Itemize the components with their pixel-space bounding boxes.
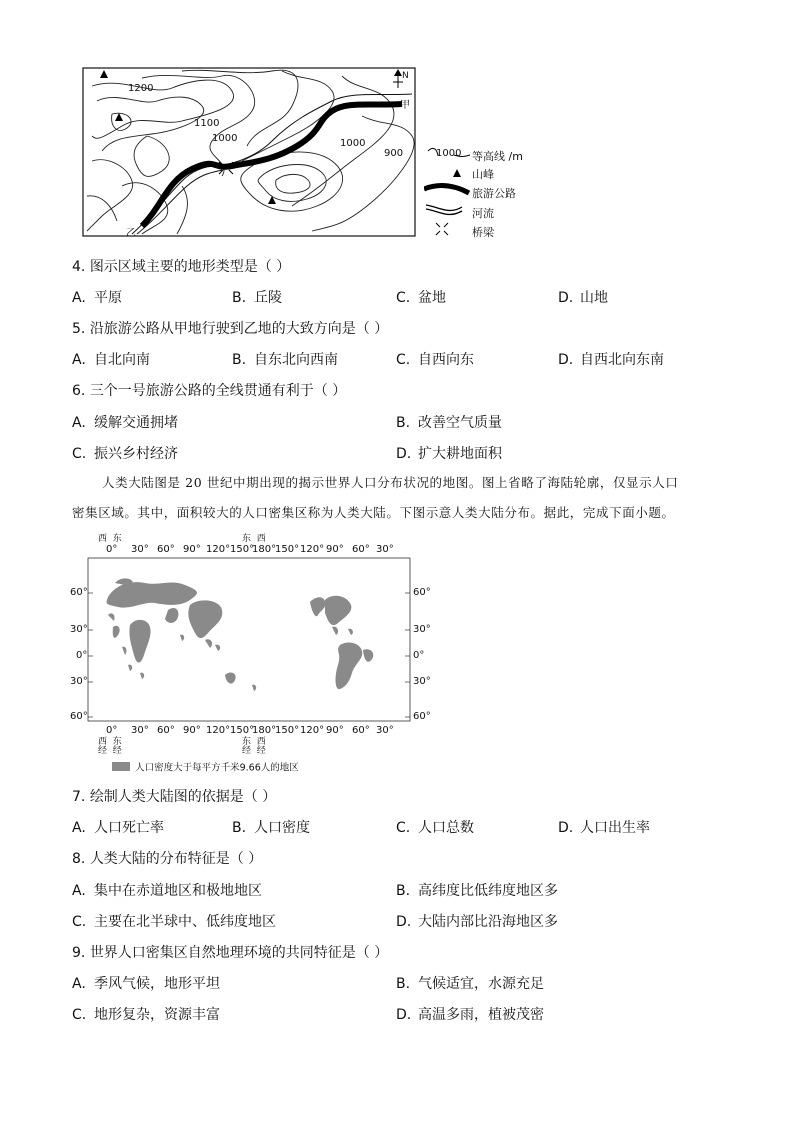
lat-right-0: 0°	[413, 650, 425, 661]
q6-option-b[interactable]	[396, 412, 502, 432]
question-text: 沿旅游公路从甲地行驶到乙地的大致方向是（ ）	[89, 321, 389, 337]
lon-b-180: 180°	[252, 725, 277, 736]
option-key: D.	[558, 290, 574, 306]
lon-90w: 90°	[326, 544, 344, 555]
question-text: 世界人口密集区自然地理环境的共同特征是（ ）	[89, 945, 389, 961]
q4-option-a[interactable]	[72, 287, 122, 307]
q7-option-c[interactable]	[396, 817, 474, 837]
q5-option-b[interactable]	[232, 349, 338, 369]
contour-label-1200: 1200	[128, 83, 154, 94]
bottom-east-west: 东 西 经 经	[242, 737, 266, 756]
question-6	[72, 380, 346, 400]
option-key: B.	[232, 352, 247, 368]
lon-90: 90°	[183, 544, 201, 555]
topo-legend	[424, 145, 564, 240]
q6-option-d[interactable]	[396, 443, 502, 463]
option-text: 山地	[580, 290, 608, 306]
legend-contour-value: 1000	[436, 148, 462, 159]
option-key: A.	[72, 976, 86, 992]
q4-option-b[interactable]	[232, 287, 282, 307]
option-text: 平原	[94, 290, 122, 306]
option-text: 大陆内部比沿海地区多	[418, 914, 558, 930]
contour-label-900: 900	[384, 148, 404, 159]
option-key: A.	[72, 352, 86, 368]
lon-b-120w: 120°	[300, 725, 325, 736]
lon-b-30w: 30°	[376, 725, 394, 736]
top-west-east: 西 东	[98, 534, 122, 544]
option-key: D.	[396, 446, 412, 462]
lon-b-60w: 60°	[352, 725, 370, 736]
option-key: C.	[396, 290, 411, 306]
q5-option-d[interactable]	[558, 349, 664, 369]
option-text: 集中在赤道地区和极地地区	[94, 883, 262, 899]
option-text: 地形复杂，资源丰富	[94, 1007, 220, 1023]
option-key: C.	[396, 352, 411, 368]
question-5	[72, 318, 388, 338]
legend-contour: 等高线 /m	[472, 150, 523, 163]
option-key: D.	[396, 1007, 412, 1023]
map-legend-swatch	[112, 762, 130, 771]
lon-b-90w: 90°	[326, 725, 344, 736]
option-text: 盆地	[418, 290, 446, 306]
lon-b-150: 150°	[230, 725, 255, 736]
question-4	[72, 256, 290, 276]
lon-30w-2: 30°	[376, 544, 394, 555]
lon-b-90: 90°	[183, 725, 201, 736]
lat-left-60n: 60°	[70, 587, 88, 598]
option-key: C.	[72, 446, 87, 462]
option-key: B.	[232, 290, 247, 306]
option-key: C.	[396, 820, 411, 836]
north-label: N	[402, 71, 409, 81]
location-yi: 乙	[126, 228, 136, 239]
world-population-map	[70, 535, 430, 775]
option-text: 缓解交通拥堵	[94, 415, 178, 431]
q8-option-c[interactable]	[72, 911, 276, 931]
option-text: 自西向东	[418, 352, 474, 368]
question-7	[72, 786, 276, 806]
option-text: 气候适宜，水源充足	[418, 976, 544, 992]
lat-left-0: 0°	[76, 650, 88, 661]
lon-150: 150°	[230, 544, 255, 555]
question-number: 5.	[72, 321, 86, 337]
option-text: 自北向南	[94, 352, 150, 368]
legend-bridge: 桥梁	[472, 226, 494, 239]
question-text: 图示区域主要的地形类型是（ ）	[89, 259, 291, 275]
option-text: 丘陵	[254, 290, 282, 306]
bottom-west-east: 西 东 经 经	[98, 737, 122, 756]
question-text: 绘制人类大陆图的依据是（ ）	[89, 789, 277, 805]
lat-right-60n: 60°	[413, 587, 431, 598]
q7-option-b[interactable]	[232, 817, 310, 837]
location-jia: 甲	[400, 100, 410, 111]
option-key: B.	[396, 976, 411, 992]
q5-option-a[interactable]	[72, 349, 150, 369]
option-key: B.	[396, 415, 411, 431]
q9-option-c[interactable]	[72, 1004, 220, 1024]
option-text: 高纬度比低纬度地区多	[418, 883, 558, 899]
question-8	[72, 848, 262, 868]
option-text: 主要在北半球中、低纬度地区	[94, 914, 276, 930]
q9-option-a[interactable]	[72, 973, 220, 993]
q8-option-d[interactable]	[396, 911, 558, 931]
contour-label-1100: 1100	[194, 118, 220, 129]
lon-150w: 150°	[275, 544, 300, 555]
option-key: D.	[558, 820, 574, 836]
q8-option-a[interactable]	[72, 880, 262, 900]
q4-option-d[interactable]	[558, 287, 608, 307]
lat-right-60s: 60°	[413, 711, 431, 722]
lon-180: 180°	[252, 544, 277, 555]
q6-option-c[interactable]	[72, 443, 178, 463]
lon-0: 0°	[106, 544, 118, 555]
passage-line-2: 密集区域。其中，面积较大的人口密集区称为人类大陆。下图示意人类大陆分布。据此，完成下面小题。	[72, 505, 675, 520]
passage-line-1: 人类大陆图是 20 世纪中期出现的揭示世界人口分布状况的地图。图上省略了海陆轮廓，仅显示人口	[102, 475, 679, 490]
topographic-map	[82, 66, 417, 238]
lon-b-0: 0°	[106, 725, 118, 736]
option-key: C.	[72, 1007, 87, 1023]
q6-option-a[interactable]	[72, 412, 178, 432]
contour-label-1000-b: 1000	[340, 138, 366, 149]
question-number: 8.	[72, 851, 86, 867]
option-key: A.	[72, 415, 86, 431]
option-key: A.	[72, 290, 86, 306]
legend-river: 河流	[472, 207, 494, 220]
option-text: 人口死亡率	[94, 820, 164, 836]
option-text: 季风气候，地形平坦	[94, 976, 220, 992]
q4-option-c[interactable]	[396, 287, 446, 307]
option-text: 自西北向东南	[580, 352, 664, 368]
lat-right-30s: 30°	[413, 676, 431, 687]
passage	[72, 468, 722, 528]
q7-option-d[interactable]	[558, 817, 650, 837]
option-key: B.	[396, 883, 411, 899]
option-text: 改善空气质量	[418, 415, 502, 431]
lat-left-60s: 60°	[70, 711, 88, 722]
question-number: 9.	[72, 945, 86, 961]
lon-30w: 30°	[131, 544, 149, 555]
option-text: 扩大耕地面积	[418, 446, 502, 462]
question-number: 6.	[72, 383, 86, 399]
lon-120w: 120°	[300, 544, 325, 555]
q5-option-c[interactable]	[396, 349, 474, 369]
legend-peak: 山峰	[472, 168, 494, 181]
lon-60w: 60°	[352, 544, 370, 555]
top-east-west: 东 西	[242, 534, 266, 544]
option-key: D.	[558, 352, 574, 368]
q9-option-d[interactable]	[396, 1004, 544, 1024]
lat-left-30s: 30°	[70, 676, 88, 687]
lon-b-60: 60°	[157, 725, 175, 736]
lon-b-30: 30°	[131, 725, 149, 736]
option-text: 高温多雨，植被茂密	[418, 1007, 544, 1023]
lon-60: 60°	[157, 544, 175, 555]
lat-left-30n: 30°	[70, 624, 88, 635]
option-key: A.	[72, 820, 86, 836]
option-text: 人口出生率	[580, 820, 650, 836]
option-key: B.	[232, 820, 247, 836]
option-key: D.	[396, 914, 412, 930]
option-text: 自东北向西南	[254, 352, 338, 368]
world-map-svg	[70, 555, 430, 725]
map-legend	[112, 756, 299, 775]
question-9	[72, 942, 388, 962]
option-key: C.	[72, 914, 87, 930]
option-text: 人口密度	[254, 820, 310, 836]
lat-right-30n: 30°	[413, 624, 431, 635]
lon-120: 120°	[206, 544, 231, 555]
option-text: 振兴乡村经济	[94, 446, 178, 462]
map-legend-text: 人口密度大于每平方千米9.66人的地区	[135, 762, 299, 774]
question-number: 4.	[72, 259, 86, 275]
q7-option-a[interactable]	[72, 817, 164, 837]
q9-option-b[interactable]	[396, 973, 544, 993]
question-text: 人类大陆的分布特征是（ ）	[89, 851, 263, 867]
option-key: A.	[72, 883, 86, 899]
lon-b-120: 120°	[206, 725, 231, 736]
question-number: 7.	[72, 789, 86, 805]
question-text: 三个一号旅游公路的全线贯通有利于（ ）	[89, 383, 347, 399]
lon-b-150w: 150°	[275, 725, 300, 736]
option-text: 人口总数	[418, 820, 474, 836]
q8-option-b[interactable]	[396, 880, 558, 900]
contour-label-1000-a: 1000	[212, 133, 238, 144]
legend-highway: 旅游公路	[472, 187, 516, 200]
